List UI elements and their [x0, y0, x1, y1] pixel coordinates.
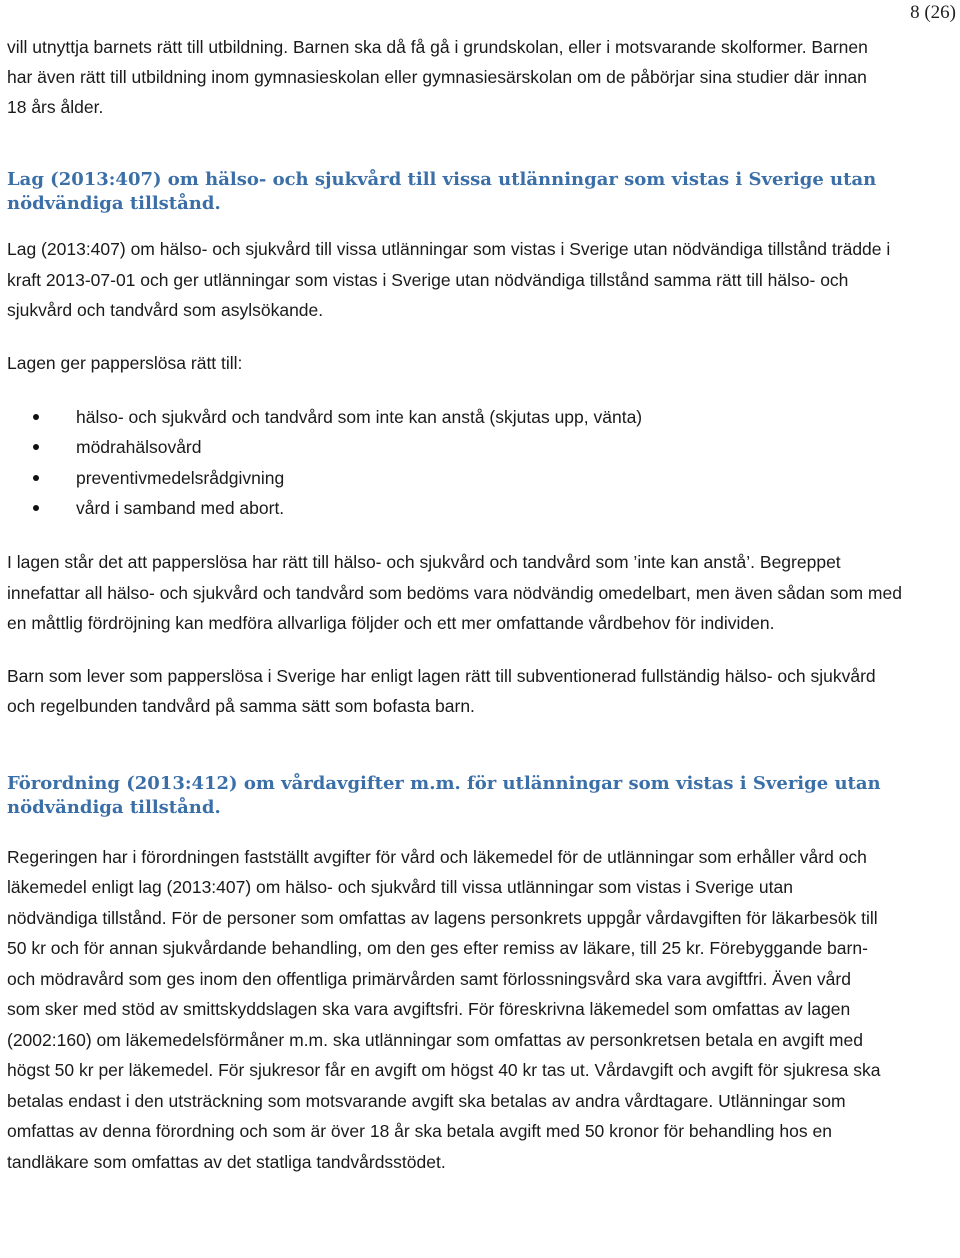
list-item-text: vård i samband med abort.	[76, 497, 285, 518]
list-item	[7, 402, 907, 432]
list-item-text: preventivmedelsrådgivning	[76, 467, 285, 488]
bullet-icon	[33, 444, 39, 450]
list-item	[7, 463, 907, 493]
section-heading-forordning-2013-412: Förordning (2013:412) om vårdavgifter m.m. för utlänningar som vistas i Sverige utan nödvändiga tillstånd.	[7, 772, 881, 818]
list-item-text: mödrahälsovård	[76, 437, 202, 458]
list-item	[7, 432, 907, 462]
list-item-text: hälso- och sjukvård och tandvård som inte kan anstå (skjutas upp, vänta)	[76, 407, 643, 427]
section2-paragraph-1: Regeringen har i förordningen fastställt avgifter för vård och läkemedel för de utlänningar som erhåller vård och läkemedel enligt lag (2013:407) om hälso- och sjukvård till vissa utlänningar som vistas i Sverige utan nödvändiga tillstånd. För de personer som omfattas av lagens personkrets uppgår vårdavgiften för läkarbesök till 50 kr och för annan sjukvårdande behandling, om den ges efter remiss av läkare, till 25 kr. Förebyggande barn- och mödravård som ges inom den offentliga primärvården samt förlossningsvård ska vara avgiftfri. Även vård som sker med stöd av smittskyddslagen ska vara avgiftsfri. För föreskrivna läkemedel som omfattas av lagen (2002:160) om läkemedelsförmåner m.m. ska utlänningar som omfattas av personkretsen betala en avgift med högst 50 kr per läkemedel. För sjukresor får en avgift om högst 40 kr tas ut. Vårdavgift och avgift för sjukresa ska betalas endast i den utsträckning som motsvarande avgift ska betalas av andra vårdtagare. Utlänningar som omfattas av denna förordning och som är över 18 år ska betala avgift med 50 kronor för behandling hos en tandläkare som omfattas av det statliga tandvårdsstödet.	[7, 846, 881, 1172]
bullet-icon	[33, 414, 39, 420]
section1-paragraph-2: Lagen ger papperslösa rätt till:	[7, 352, 243, 373]
rights-bullet-list	[7, 402, 907, 523]
intro-paragraph: vill utnyttja barnets rätt till utbildning. Barnen ska då få gå i grundskolan, eller i motsvarande skolformer. Barnen har även rätt till utbildning inom gymnasieskolan eller gymnasiesärskolan om de påbörjar sina studier där innan 18 års ålder.	[7, 37, 868, 117]
section1-paragraph-1: Lag (2013:407) om hälso- och sjukvård till vissa utlänningar som vistas i Sverige utan nödvändiga tillstånd trädde i kraft 2013-07-01 och ger utlänningar som vistas i Sverige utan nödvändiga tillstånd samma rätt till hälso- och sjukvård och tandvård som asylsökande.	[7, 239, 891, 320]
list-item	[7, 493, 907, 523]
section-heading-lag-2013-407: Lag (2013:407) om hälso- och sjukvård till vissa utlänningar som vistas i Sverige utan nödvändiga tillstånd.	[7, 169, 877, 214]
bullet-icon	[33, 475, 39, 481]
section1-paragraph-3: I lagen står det att papperslösa har rätt till hälso- och sjukvård och tandvård som ’inte kan anstå’. Begreppet innefattar all hälso- och sjukvård och tandvård som bedöms vara nödvändig omedelbart, men även sådan som med en måttlig fördröjning kan medföra allvarliga följder och ett mer omfattande vårdbehov för individen.	[7, 552, 902, 634]
document-body	[7, 0, 907, 1177]
section1-paragraph-4: Barn som lever som papperslösa i Sverige har enligt lagen rätt till subventionerad fullständig hälso- och sjukvård och regelbunden tandvård på samma sätt som bofasta barn.	[7, 665, 876, 717]
bullet-icon	[33, 505, 39, 511]
page-number: 8 (26)	[910, 2, 956, 23]
